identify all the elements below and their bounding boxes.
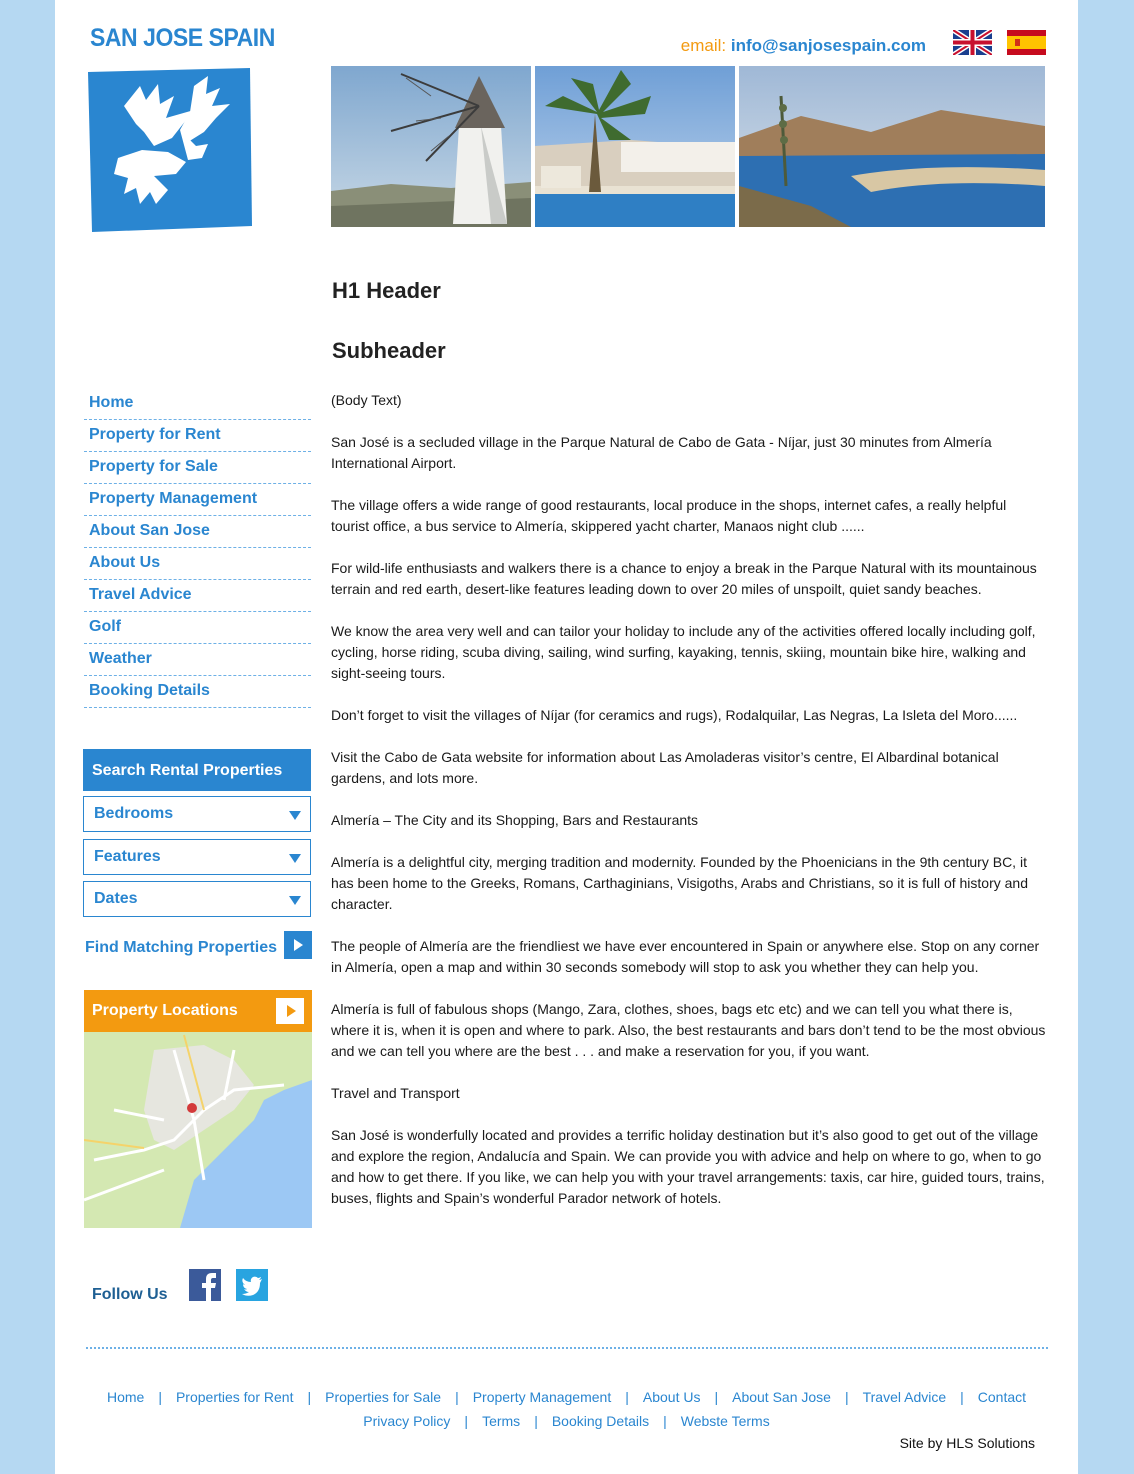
paragraph: Travel and Transport bbox=[331, 1085, 460, 1101]
follow-us-label: Follow Us bbox=[92, 1286, 168, 1303]
footer-link-privacy-policy[interactable]: Privacy Policy bbox=[363, 1413, 451, 1429]
nav-about-san-jose[interactable]: About San Jose bbox=[84, 516, 311, 548]
footer-link-travel-advice[interactable]: Travel Advice bbox=[862, 1389, 947, 1405]
paragraph: For wild-life enthusiasts and walkers there is a chance to enjoy a break in the Parque Natural with its mountainous terrain and red earth, desert-like features leading down to over 20 miles of unspoilt, quiet sandy beaches. bbox=[331, 560, 1037, 597]
page bbox=[55, 0, 1078, 1474]
footer-link-about-us[interactable]: About Us bbox=[642, 1389, 701, 1405]
footer-link-home[interactable]: Home bbox=[106, 1389, 145, 1405]
footer-link-property-management[interactable]: Property Management bbox=[472, 1389, 612, 1405]
footer-link-properties-for-sale[interactable]: Properties for Sale bbox=[325, 1389, 442, 1405]
paragraph: Almería is a delightful city, merging tradition and modernity. Founded by the Phoenicians in the 9th century BC, it has been home to the Greeks, Romans, Carthaginians, Visigoths, Arabs and Christians, so it is full of history and character. bbox=[331, 854, 1028, 912]
dates-label: Dates bbox=[94, 890, 138, 907]
find-matching-button[interactable] bbox=[85, 930, 277, 960]
nav-home[interactable]: Home bbox=[84, 388, 311, 420]
paragraph: Don’t forget to visit the villages of Níjar (for ceramics and rugs), Rodalquilar, Las Negras, La Isleta del Moro...... bbox=[331, 707, 1018, 723]
paragraph: San José is wonderfully located and provides a terrific holiday destination but it’s also good to get out of the village and explore the region, Andalucía and Spain. We can provide you with advice and help on where to go, when to go and how to get there. If you like, we can help you with your travel arrangements: taxis, car hire, guided tours, trains, buses, flights and Spain’s wonderful Parador network of hotels. bbox=[331, 1127, 1045, 1206]
paragraph: Almería – The City and its Shopping, Bars and Restaurants bbox=[331, 812, 699, 828]
paragraph: (Body Text) bbox=[331, 392, 402, 408]
contact-email[interactable] bbox=[681, 36, 926, 56]
footer-row-1: Home | Properties for Rent | Properties for Sale | Property Management | About Us | About San Jose | Travel Advice | Contact bbox=[106, 1389, 1027, 1405]
play-arrow-icon bbox=[284, 931, 312, 959]
bedrooms-label: Bedrooms bbox=[94, 805, 174, 822]
nav-about-us[interactable]: About Us bbox=[84, 548, 311, 580]
nav-travel-advice[interactable]: Travel Advice bbox=[84, 580, 311, 612]
nav-property-for-sale[interactable]: Property for Sale bbox=[84, 452, 311, 484]
hero-images bbox=[331, 66, 1045, 227]
facebook-icon[interactable] bbox=[189, 1269, 221, 1301]
chevron-down-icon bbox=[289, 896, 301, 905]
paragraph: San José is a secluded village in the Parque Natural de Cabo de Gata - Níjar, just 30 minutes from Almería International Airport. bbox=[331, 434, 992, 471]
site-credit[interactable]: Site by HLS Solutions bbox=[899, 1435, 1035, 1451]
nav-property-management[interactable]: Property Management bbox=[84, 484, 311, 516]
twitter-icon[interactable] bbox=[236, 1269, 268, 1301]
paragraph: We know the area very well and can tailor your holiday to include any of the activities offered locally including golf, cycling, horse riding, scuba diving, sailing, wind surfing, kayaking, tennis, skiing, mountain bike hire, walking and sight-seeing tours. bbox=[331, 623, 1036, 681]
features-dropdown[interactable] bbox=[83, 839, 311, 875]
sidebar-nav bbox=[84, 388, 311, 708]
footer-link-contact[interactable]: Contact bbox=[977, 1389, 1027, 1405]
play-arrow-icon bbox=[276, 998, 304, 1024]
site-logo[interactable] bbox=[84, 66, 254, 233]
nav-weather[interactable]: Weather bbox=[84, 644, 311, 676]
paragraph: The village offers a wide range of good restaurants, local produce in the shops, internet cafes, a really helpful tourist office, a bus service to Almería, skippered yacht charter, Manaos night club ...... bbox=[331, 497, 1007, 534]
property-locations-label: Property Locations bbox=[92, 1002, 238, 1019]
page-subheader: Subheader bbox=[332, 338, 446, 363]
spain-flag-icon[interactable] bbox=[1007, 30, 1046, 55]
windmill-image bbox=[331, 66, 531, 227]
features-label: Features bbox=[94, 848, 161, 865]
nav-golf[interactable]: Golf bbox=[84, 612, 311, 644]
bedrooms-dropdown[interactable] bbox=[83, 796, 311, 832]
footer-link-terms[interactable]: Terms bbox=[482, 1413, 521, 1429]
paragraph: Almería is full of fabulous shops (Mango, Zara, clothes, shoes, bags etc etc) and we can tell you what there is, where it is, when it is open and where to park. Also, the best restaurants and bars don’t tend to be the most obvious and we can tell you where are the best . . . and make a reservation for you, if you want. bbox=[331, 1001, 1046, 1059]
footer-link-booking-details[interactable]: Booking Details bbox=[551, 1413, 650, 1429]
site-title[interactable]: SAN JOSE SPAIN bbox=[90, 24, 275, 52]
uk-flag-icon[interactable] bbox=[953, 30, 992, 55]
property-locations-map[interactable] bbox=[84, 990, 312, 1228]
footer-link-properties-for-rent[interactable]: Properties for Rent bbox=[175, 1389, 294, 1405]
chevron-down-icon bbox=[289, 854, 301, 863]
footer-links bbox=[55, 1385, 1078, 1433]
nav-booking-details[interactable]: Booking Details bbox=[84, 676, 311, 708]
paragraph: The people of Almería are the friendliest we have ever encountered in Spain or anywhere else. Stop on any corner in Almería, open a map and within 30 seconds somebody will stop to ask you whether they can help you. bbox=[331, 938, 1040, 975]
footer-link-website-terms[interactable]: Webste Terms bbox=[680, 1413, 770, 1429]
pool-palm-image bbox=[535, 66, 735, 227]
email-label: email: bbox=[680, 36, 727, 55]
page-title: H1 Header bbox=[332, 278, 441, 303]
body-text bbox=[331, 390, 1046, 1230]
email-link[interactable]: info@sanjosespain.com bbox=[730, 36, 926, 55]
footer-divider bbox=[86, 1347, 1048, 1349]
bay-image bbox=[739, 66, 1045, 227]
footer-link-about-san-jose[interactable]: About San Jose bbox=[732, 1389, 831, 1405]
chevron-down-icon bbox=[289, 811, 301, 820]
paragraph: Visit the Cabo de Gata website for information about Las Amoladeras visitor’s centre, El Albardinal botanical gardens, and lots more. bbox=[331, 749, 999, 786]
nav-property-for-rent[interactable]: Property for Rent bbox=[84, 420, 311, 452]
find-matching-label: Find Matching Properties bbox=[85, 939, 278, 956]
property-locations-header[interactable] bbox=[84, 990, 312, 1032]
search-rental-header: Search Rental Properties bbox=[83, 749, 311, 791]
dates-dropdown[interactable] bbox=[83, 881, 311, 917]
footer-row-2: Privacy Policy | Terms | Booking Details | Webste Terms bbox=[363, 1413, 770, 1429]
